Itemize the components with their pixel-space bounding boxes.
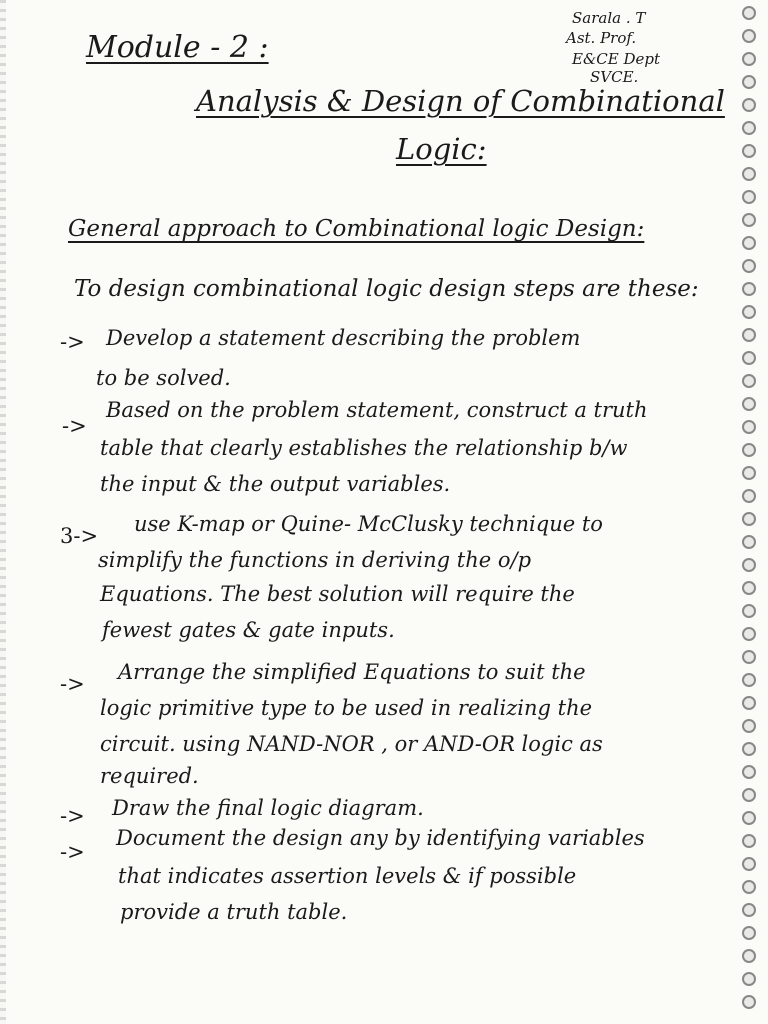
binding-hole	[742, 742, 756, 756]
binding-hole	[742, 926, 756, 940]
binding-hole	[742, 190, 756, 204]
bullet-marker: 3->	[60, 524, 99, 548]
binding-hole	[742, 144, 756, 158]
bullet-line: fewest gates & gate inputs.	[102, 618, 395, 642]
binding-hole	[742, 788, 756, 802]
binding-hole	[742, 719, 756, 733]
binding-hole	[742, 351, 756, 365]
section-subheading: General approach to Combinational logic Design:	[68, 216, 645, 242]
page-title-line2: Logic:	[396, 132, 487, 166]
binding-hole	[742, 420, 756, 434]
bullet-line: use K-map or Quine- McClusky technique to	[134, 512, 603, 536]
author-college: SVCE.	[590, 68, 639, 86]
binding-hole	[742, 374, 756, 388]
bullet-marker: ->	[60, 840, 85, 864]
binding-hole	[742, 52, 756, 66]
bullet-marker: ->	[62, 414, 87, 438]
bullet-line: simplify the functions in deriving the o/p	[98, 548, 532, 572]
bullet-line: Based on the problem statement, construct a truth	[106, 398, 648, 422]
bullet-line: to be solved.	[96, 366, 231, 390]
author-title: Ast. Prof.	[566, 29, 637, 47]
binding-hole	[742, 995, 756, 1009]
bullet-line: Equations. The best solution will require the	[100, 582, 575, 606]
bullet-line: Draw the final logic diagram.	[112, 796, 424, 820]
bullet-line: the input & the output variables.	[100, 472, 451, 496]
binding-hole	[742, 535, 756, 549]
bullet-line: that indicates assertion levels & if possible	[118, 864, 577, 888]
bullet-line: table that clearly establishes the relationship b/w	[100, 436, 628, 460]
binding-hole	[742, 259, 756, 273]
binding-hole	[742, 167, 756, 181]
bullet-line: circuit. using NAND-NOR , or AND-OR logic as	[100, 732, 603, 756]
binding-hole	[742, 98, 756, 112]
author-name: Sarala . T	[572, 9, 646, 27]
binding-hole	[742, 466, 756, 480]
binding-hole	[742, 627, 756, 641]
author-dept: E&CE Dept	[572, 50, 661, 68]
binding-hole	[742, 880, 756, 894]
bullet-line: Arrange the simplified Equations to suit the	[118, 660, 586, 684]
page-left-edge	[0, 0, 6, 1024]
binding-hole	[742, 857, 756, 871]
intro-line: To design combinational logic design steps are these:	[74, 276, 699, 302]
binding-hole	[742, 121, 756, 135]
binding-hole	[742, 489, 756, 503]
binding-hole	[742, 512, 756, 526]
bullet-line: logic primitive type to be used in realizing the	[100, 696, 593, 720]
binding-hole	[742, 397, 756, 411]
binding-hole	[742, 903, 756, 917]
binding-hole	[742, 696, 756, 710]
binding-hole	[742, 650, 756, 664]
binding-hole	[742, 811, 756, 825]
bullet-line: Document the design any by identifying variables	[116, 826, 645, 850]
binding-hole	[742, 604, 756, 618]
binding-hole	[742, 673, 756, 687]
binding-hole	[742, 581, 756, 595]
binding-hole	[742, 765, 756, 779]
bullet-line: Develop a statement describing the problem	[106, 326, 581, 350]
binding-hole	[742, 328, 756, 342]
module-heading: Module - 2 :	[86, 30, 269, 65]
binding-hole	[742, 6, 756, 20]
bullet-marker: ->	[60, 672, 85, 696]
binding-hole	[742, 558, 756, 572]
binding-hole	[742, 75, 756, 89]
binding-hole	[742, 949, 756, 963]
binding-hole	[742, 305, 756, 319]
binding-hole	[742, 29, 756, 43]
spiral-binding	[740, 6, 762, 1016]
binding-hole	[742, 213, 756, 227]
binding-hole	[742, 236, 756, 250]
binding-hole	[742, 972, 756, 986]
page-title-line1: Analysis & Design of Combinational	[196, 84, 725, 118]
binding-hole	[742, 443, 756, 457]
bullet-marker: ->	[60, 804, 85, 828]
bullet-marker: ->	[60, 330, 85, 354]
bullet-line: required.	[100, 764, 199, 788]
binding-hole	[742, 282, 756, 296]
bullet-line: provide a truth table.	[120, 900, 348, 924]
binding-hole	[742, 834, 756, 848]
